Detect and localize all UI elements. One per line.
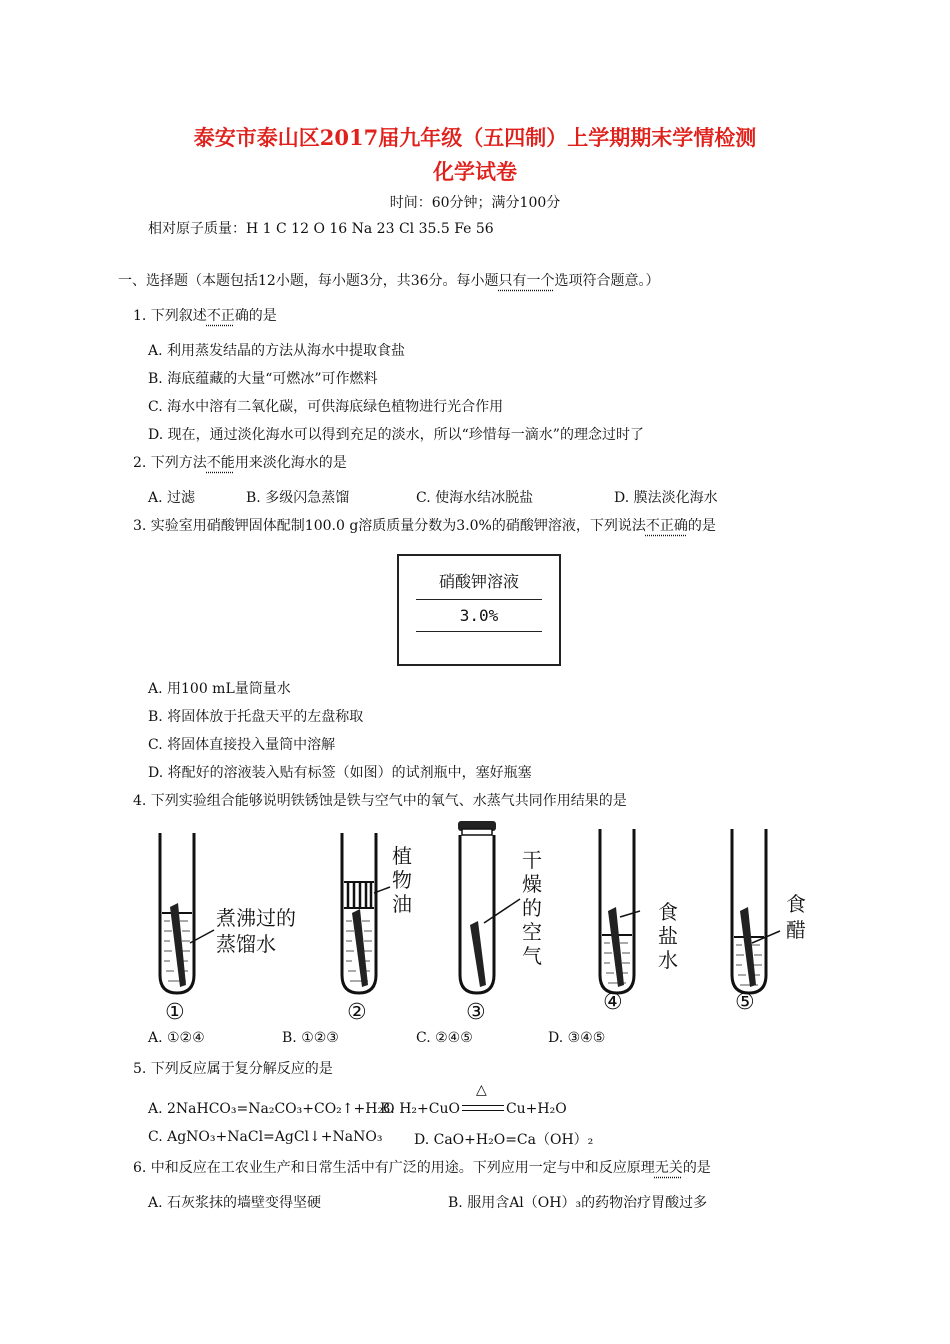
tube-5-number: ⑤ (735, 990, 755, 1015)
tube-4-label-line1: 食 (658, 900, 678, 924)
rust-experiment-figure (140, 815, 820, 1025)
q5-stem: 5. 下列反应属于复分解反应的是 (133, 1061, 333, 1077)
q6-option-b: B. 服用含Al（OH）₃的药物治疗胃酸过多 (448, 1195, 708, 1211)
q6-stem-emphasis: 无关 (654, 1160, 683, 1176)
q5-option-d: D. CaO+H₂O=Ca（OH）₂ (414, 1132, 594, 1148)
q5-option-b-right: Cu+H₂O (505, 1101, 567, 1117)
q2-option-d: D. 膜法淡化海水 (614, 490, 718, 506)
tube-3-label-line3: 的 (522, 896, 542, 920)
tube-3-number: ③ (466, 1000, 486, 1025)
tube-1-label-line2: 蒸馏水 (216, 932, 276, 956)
page-subtitle: 化学试卷 (433, 159, 517, 184)
q6-option-a: A. 石灰浆抹的墙壁变得坚硬 (148, 1195, 322, 1211)
tube-3-label-line1: 干 (522, 848, 542, 872)
tube-5-label-line2: 醋 (786, 918, 806, 942)
q2-stem (133, 452, 347, 472)
test-tube-1 (160, 833, 296, 1025)
q3-option-a: A. 用100 mL量筒量水 (148, 681, 291, 697)
q5-option-b (380, 1082, 567, 1117)
q2-stem-emphasis: 不能 (206, 455, 235, 471)
q3-stem-a: 3. 实验室用硝酸钾固体配制100.0 g溶质质量分数为3.0%的硝酸钾溶液，下列说法 (133, 518, 646, 534)
q4-option-c: C. ②④⑤ (416, 1030, 473, 1046)
test-tube-4 (600, 829, 678, 1015)
reagent-label-divider (416, 599, 542, 600)
tube-4-label-line3: 水 (658, 948, 678, 972)
page-title: 泰安市泰山区2017届九年级（五四制）上学期期末学情检测 (193, 125, 757, 150)
tube-3-label-line4: 空 (522, 920, 542, 944)
q2-option-c: C. 使海水结冰脱盐 (416, 490, 534, 506)
tube-1-label-line1: 煮沸过的 (216, 906, 296, 930)
q2-option-a: A. 过滤 (148, 490, 196, 506)
q1-option-b: B. 海底蕴藏的大量“可燃冰”可作燃料 (148, 371, 378, 387)
q4-stem: 4. 下列实验组合能够说明铁锈蚀是铁与空气中的氧气、水蒸气共同作用结果的是 (133, 793, 627, 809)
tube-4-label-line2: 盐 (658, 924, 678, 948)
tube-3-label-line2: 燥 (522, 872, 542, 896)
q2-stem-b: 用来淡化海水的是 (234, 455, 347, 471)
q6-stem-b: 的是 (682, 1160, 711, 1176)
section-heading (118, 270, 660, 290)
q4-option-d: D. ③④⑤ (548, 1030, 606, 1046)
tube-2-label-line2: 物 (392, 868, 412, 892)
q3-stem-b: 的是 (687, 518, 716, 534)
q2-option-b: B. 多级闪急蒸馏 (246, 490, 350, 506)
q1-stem-emphasis: 不正 (206, 308, 235, 324)
q5-option-a: A. 2NaHCO₃=Na₂CO₃+CO₂↑+H₂O (148, 1101, 395, 1117)
q3-option-b: B. 将固体放于托盘天平的左盘称取 (148, 709, 364, 725)
reagent-label-figure (397, 554, 561, 666)
tube-2-number: ② (347, 1000, 367, 1025)
heating-equals-sign (460, 1082, 506, 1116)
q3-option-d: D. 将配好的溶液装入贴有标签（如图）的试剂瓶中，塞好瓶塞 (148, 765, 532, 781)
q1-stem-a: 1. 下列叙述 (133, 308, 207, 324)
q6-stem (133, 1157, 711, 1177)
section-heading-emphasis: 只有一个 (498, 273, 555, 289)
reagent-label-name: 硝酸钾溶液 (438, 572, 519, 591)
q3-stem-emphasis: 不正确 (645, 518, 688, 534)
q1-stem (133, 305, 277, 325)
q3-option-c: C. 将固体直接投入量筒中溶解 (148, 737, 336, 753)
tube-2-label-line1: 植 (392, 844, 412, 868)
heat-condition: △ (475, 1082, 487, 1098)
atomic-mass: 相对原子质量：H 1 C 12 O 16 Na 23 Cl 35.5 Fe 56 (148, 221, 494, 237)
q4-option-a: A. ①②④ (148, 1030, 205, 1046)
q1-option-a: A. 利用蒸发结晶的方法从海水中提取食盐 (148, 343, 406, 359)
tube-5-label-line1: 食 (786, 892, 806, 916)
tube-4-number: ④ (603, 990, 623, 1015)
tube-3-label-line5: 气 (522, 944, 542, 968)
q4-option-b: B. ①②③ (282, 1030, 339, 1046)
time-info: 时间：60分钟；满分100分 (389, 195, 561, 211)
q1-option-d: D. 现在，通过淡化海水可以得到充足的淡水，所以“珍惜每一滴水”的理念过时了 (148, 427, 644, 443)
test-tube-3 (458, 821, 542, 1025)
q3-stem (133, 515, 716, 535)
q6-stem-a: 6. 中和反应在工农业生产和日常生活中有广泛的用途。下列应用一定与中和反应原理 (133, 1160, 655, 1176)
reagent-label-value: 3.0% (416, 606, 542, 632)
q2-stem-a: 2. 下列方法 (133, 455, 207, 471)
tube-2-label-line3: 油 (392, 892, 412, 916)
q5-option-c: C. AgNO₃+NaCl=AgCl↓+NaNO₃ (148, 1129, 383, 1145)
q1-stem-b: 确的是 (234, 308, 277, 324)
section-heading-part-a: 一、选择题（本题包括12小题，每小题3分，共36分。每小题 (118, 273, 499, 289)
test-tube-5 (732, 829, 806, 1015)
test-tubes-svg (140, 815, 820, 1025)
test-tube-2 (342, 833, 412, 1025)
q5-option-b-left: B. H₂+CuO (380, 1101, 460, 1117)
tube-1-number: ① (165, 1000, 185, 1025)
section-heading-part-b: 选项符合题意。） (554, 273, 660, 289)
q1-option-c: C. 海水中溶有二氧化碳，可供海底绿色植物进行光合作用 (148, 399, 504, 415)
